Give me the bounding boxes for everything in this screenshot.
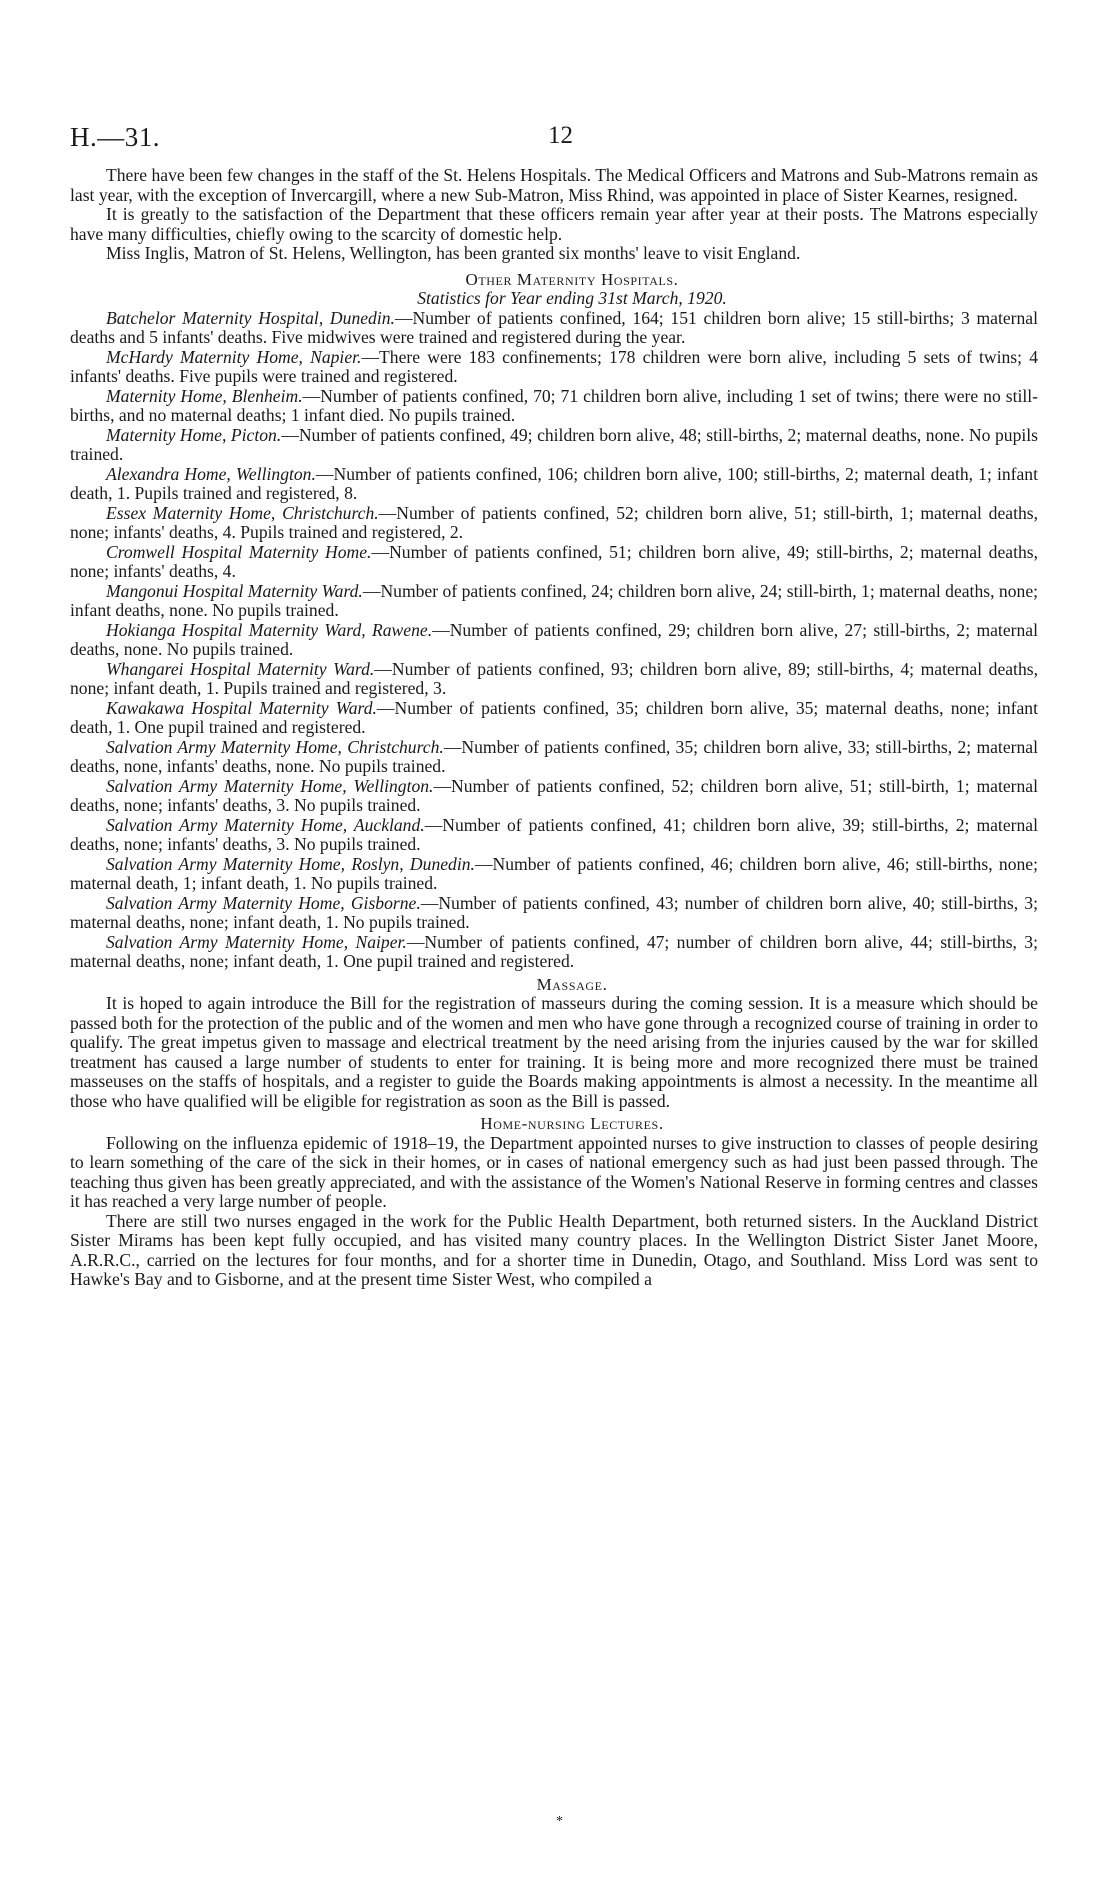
hospital-name: Mangonui Hospital Maternity Ward. (106, 580, 363, 601)
hospital-name: Salvation Army Maternity Home, Naiper. (106, 931, 407, 952)
hospital-name: Salvation Army Maternity Home, Gisborne. (106, 892, 421, 913)
maternity-entry (70, 894, 1038, 933)
massage-heading: Massage. (536, 974, 608, 994)
hospital-name: Maternity Home, Picton. (106, 424, 282, 445)
hospital-name: Salvation Army Maternity Home, Wellington. (106, 775, 434, 796)
page-number: 12 (548, 122, 573, 149)
hospital-name: Whangarei Hospital Maternity Ward. (106, 658, 375, 679)
maternity-entry (70, 738, 1038, 777)
maternity-entry (70, 855, 1038, 894)
hospital-name: Essex Maternity Home, Christchurch. (106, 502, 379, 523)
hospital-stats: —Number of patients confined, 46; children born alive, 46; still-births, none; maternal death, 1; infant death, 1. No pupils trained. (70, 853, 1039, 893)
hospital-stats: —There were 183 confinements; 178 children were born alive, including 5 sets of twins; 4 infants' deaths. Five pupils were trained and registered. (70, 346, 1039, 386)
maternity-entry (70, 582, 1038, 621)
hospital-stats: —Number of patients confined, 47; number of children born alive, 44; still-births, 3; maternal deaths, none; infant death, 1. One pupil trained and registered. (70, 931, 1038, 971)
maternity-entry (70, 348, 1038, 387)
footer-mark: * (556, 1814, 563, 1829)
massage-paragraph: It is hoped to again introduce the Bill for the registration of masseurs during the coming session. It is a measure which should be passed both for the protection of the public and of the women and men who have gone through a recognized course of training in order to qualify. The great impetus given to massage and electrical treatment by the need arising from the injuries caused by the war for skilled treatment has caused a large number of students to enter for training. It is being more and more recognized there must be trained masseuses on the staffs of hospitals, and a register to guide the Boards making appointments is almost a necessity. In the meantime all those who have qualified will be eligible for registration as soon as the Bill is passed. (70, 993, 1038, 1111)
hospital-stats: —Number of patients confined, 106; children born alive, 100; still-births, 2; maternal death, 1; infant death, 1. Pupils trained and registered, 8. (70, 463, 1038, 503)
page-header (70, 122, 1040, 162)
hospital-stats: —Number of patients confined, 43; number of children born alive, 40; still-births, 3; maternal deaths, none; infant death, 1. No pupils trained. (70, 892, 1038, 932)
hospital-name: Salvation Army Maternity Home, Auckland. (106, 814, 425, 835)
maternity-entry (70, 309, 1038, 348)
hospital-name: Alexandra Home, Wellington. (106, 463, 316, 484)
maternity-subheading: Statistics for Year ending 31st March, 1920. (417, 288, 727, 308)
hospital-name: Salvation Army Maternity Home, Christchurch. (106, 736, 444, 757)
intro-paragraph: There have been few changes in the staff of the St. Helens Hospitals. The Medical Officers and Matrons and Sub-Matrons remain as last year, with the exception of Invercargill, where a new Sub-Matron, Miss Rhind, was appointed in place of Sister Kearnes, resigned. (70, 165, 1038, 205)
hospital-stats: —Number of patients confined, 70; 71 children born alive, including 1 set of twins; there were no still-births, and no maternal deaths; 1 infant died. No pupils trained. (70, 385, 1038, 425)
maternity-entry (70, 543, 1038, 582)
home-nursing-paragraph: There are still two nurses engaged in the work for the Public Health Department, both returned sisters. In the Auckland District Sister Mirams has been kept fully occupied, and has visited many country places. In the Wellington District Sister Janet Moore, A.R.R.C., carried on the lectures for four months, and for a shorter time in Dunedin, Otago, and Southland. Miss Lord was sent to Hawke's Bay and to Gisborne, and at the present time Sister West, who compiled a (70, 1210, 1038, 1289)
hospital-stats: —Number of patients confined, 52; children born alive, 51; still-birth, 1; maternal deaths, none; infants' deaths, 3. No pupils trained. (70, 775, 1038, 815)
hospital-stats: —Number of patients confined, 52; children born alive, 51; still-birth, 1; maternal deaths, none; infants' deaths, 4. Pupils trained and registered, 2. (70, 502, 1038, 542)
hospital-stats: —Number of patients confined, 35; children born alive, 33; still-births, 2; maternal deaths, none, infants' deaths, none. No pupils trained. (70, 736, 1038, 776)
maternity-entry (70, 699, 1038, 738)
hospital-stats: —Number of patients confined, 164; 151 children born alive; 15 still-births; 3 maternal deaths and 5 infants' deaths. Five midwives were trained and registered during the year. (70, 307, 1039, 347)
maternity-entry (70, 504, 1038, 543)
hospital-stats: —Number of patients confined, 35; children born alive, 35; maternal deaths, none; infant death, 1. One pupil trained and registered. (70, 697, 1038, 737)
home-nursing-heading: Home-nursing Lectures. (480, 1114, 664, 1133)
maternity-entry (70, 777, 1038, 816)
hospital-name: Maternity Home, Blenheim. (106, 385, 303, 406)
page-body (70, 166, 1038, 1290)
maternity-entry (70, 387, 1038, 426)
hospital-name: Batchelor Maternity Hospital, Dunedin. (106, 307, 395, 328)
home-nursing-paragraph: Following on the influenza epidemic of 1918–19, the Department appointed nurses to give instruction to classes of people desiring to learn something of the care of the sick in their homes, or in cases of national emergency such as had just been passed through. The teaching thus given has been greatly appreciated, and with the assistance of the Women's National Reserve in forming centres and classes it has reached a very large number of people. (70, 1132, 1038, 1211)
maternity-entry (70, 816, 1038, 855)
hospital-stats: —Number of patients confined, 29; children born alive, 27; still-births, 2; maternal deaths, none. No pupils trained. (70, 619, 1038, 659)
hospital-name: McHardy Maternity Home, Napier. (106, 346, 362, 367)
document-reference: H.—31. (70, 122, 160, 152)
maternity-entry (70, 621, 1038, 660)
hospital-stats: —Number of patients confined, 49; children born alive, 48; still-births, 2; maternal deaths, none. No pupils trained. (70, 424, 1038, 464)
maternity-entry (70, 465, 1038, 504)
hospital-stats: —Number of patients confined, 41; children born alive, 39; still-births, 2; maternal deaths, none; infants' deaths, 3. No pupils trained. (70, 814, 1038, 854)
maternity-entry (70, 933, 1038, 972)
hospital-name: Salvation Army Maternity Home, Roslyn, Dunedin. (106, 853, 475, 874)
hospital-stats: —Number of patients confined, 24; children born alive, 24; still-birth, 1; maternal deaths, none; infant deaths, none. No pupils trained. (70, 580, 1039, 620)
intro-paragraph: It is greatly to the satisfaction of the Department that these officers remain year after year at their posts. The Matrons especially have many difficulties, chiefly owing to the scarcity of domestic help. (70, 204, 1038, 244)
maternity-entry (70, 426, 1038, 465)
intro-paragraph: Miss Inglis, Matron of St. Helens, Wellington, has been granted six months' leave to visit England. (106, 243, 801, 263)
maternity-heading: Other Maternity Hospitals. (465, 269, 679, 289)
hospital-stats: —Number of patients confined, 93; children born alive, 89; still-births, 4; maternal deaths, none; infant death, 1. Pupils trained and registered, 3. (70, 658, 1038, 698)
hospital-name: Cromwell Hospital Maternity Home. (106, 541, 372, 562)
hospital-name: Hokianga Hospital Maternity Ward, Rawene. (106, 619, 433, 640)
hospital-stats: —Number of patients confined, 51; children born alive, 49; still-births, 2; maternal deaths, none; infants' deaths, 4. (70, 541, 1039, 581)
hospital-name: Kawakawa Hospital Maternity Ward. (106, 697, 377, 718)
maternity-entry (70, 660, 1038, 699)
